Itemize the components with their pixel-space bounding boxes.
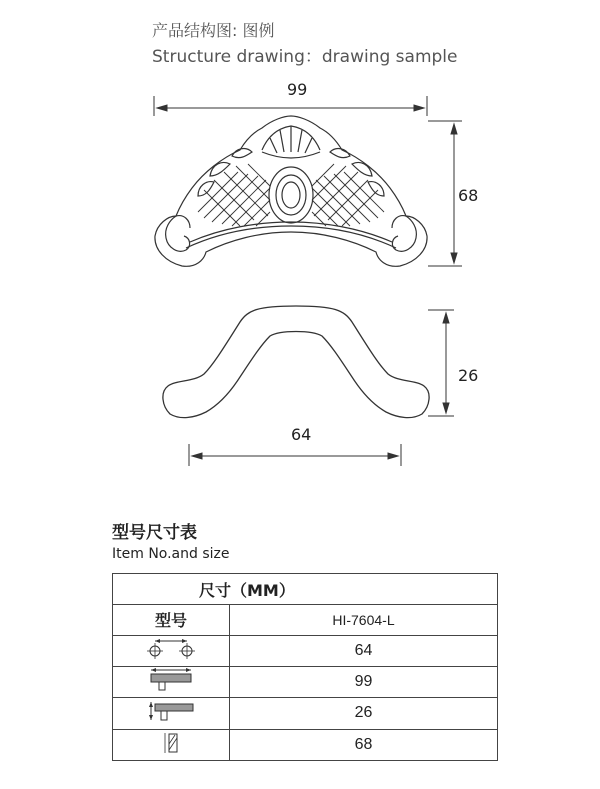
top-width-dimension <box>154 96 427 116</box>
height-icon <box>113 698 230 729</box>
table-row <box>113 729 498 760</box>
table-title-cn: 型号尺寸表 <box>112 523 197 543</box>
side-height-label: 26 <box>458 366 479 385</box>
hole-spacing-dimension <box>189 444 401 466</box>
hole-spacing-value: 64 <box>230 635 498 666</box>
hole-spacing-icon <box>113 635 230 666</box>
height-label: 68 <box>458 186 479 205</box>
width-value: 68 <box>230 729 498 760</box>
table-title-en: Item No.and size <box>112 546 230 562</box>
table-row <box>113 698 498 729</box>
hole-spacing-label: 64 <box>291 425 312 444</box>
model-number: HI-7604-L <box>230 605 498 635</box>
table-row <box>113 635 498 666</box>
size-header: 尺寸（MM） <box>113 574 498 605</box>
length-value: 99 <box>230 666 498 697</box>
model-label: 型号 <box>113 605 230 635</box>
height-value: 26 <box>230 698 498 729</box>
top-height-dimension <box>428 121 462 266</box>
side-height-dimension <box>428 310 454 416</box>
table-row <box>113 666 498 697</box>
length-icon <box>113 666 230 697</box>
title-cn: 产品结构图: 图例 <box>152 21 275 40</box>
size-table <box>112 573 498 761</box>
handle-top-view <box>155 116 427 266</box>
title-en: Structure drawing：drawing sample <box>152 47 458 67</box>
handle-side-view <box>163 306 429 418</box>
width-label: 99 <box>287 80 308 99</box>
width-icon <box>113 729 230 760</box>
